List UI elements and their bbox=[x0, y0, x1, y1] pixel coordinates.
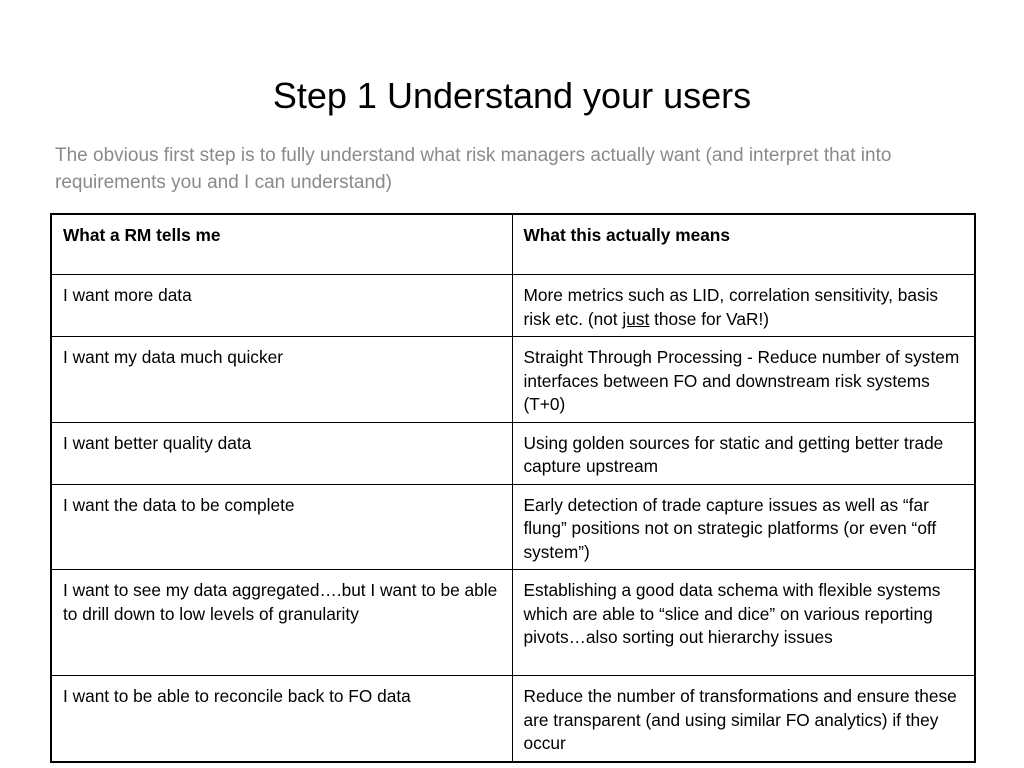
table-row bbox=[51, 676, 975, 762]
means-text: those for VaR!) bbox=[649, 308, 770, 329]
means-text: More metrics such as LID, correlation sensitivity, basis risk etc. (not bbox=[523, 285, 939, 329]
header-rm-tells: What a RM tells me bbox=[51, 214, 512, 275]
requirements-table bbox=[50, 213, 976, 763]
means-underlined-text: just bbox=[622, 308, 650, 329]
rm-tells-cell: I want my data much quicker bbox=[51, 337, 512, 423]
actually-means-cell: Early detection of trade capture issues as well as “far flung” positions not on strategic platforms (or even “off system”) bbox=[512, 484, 975, 570]
table-row bbox=[51, 484, 975, 570]
actually-means-cell: Using golden sources for static and getting better trade capture upstream bbox=[512, 422, 975, 484]
table-row bbox=[51, 422, 975, 484]
actually-means-cell: Reduce the number of transformations and ensure these are transparent (and using similar FO analytics) if they occur bbox=[512, 676, 975, 762]
actually-means-cell: Establishing a good data schema with flexible systems which are able to “slice and dice” on various reporting pivots…also sorting out hierarchy issues bbox=[512, 570, 975, 676]
rm-tells-cell: I want more data bbox=[51, 275, 512, 337]
rm-tells-cell: I want to be able to reconcile back to FO data bbox=[51, 676, 512, 762]
table-row bbox=[51, 275, 975, 337]
rm-tells-cell: I want the data to be complete bbox=[51, 484, 512, 570]
rm-tells-cell: I want better quality data bbox=[51, 422, 512, 484]
actually-means-cell: Straight Through Processing - Reduce number of system interfaces between FO and downstream risk systems (T+0) bbox=[512, 337, 975, 423]
slide-title: Step 1 Understand your users bbox=[272, 75, 752, 116]
slide-subtitle: The obvious first step is to fully understand what risk managers actually want (and interpret that into requirements you and I can understand) bbox=[55, 145, 892, 193]
table-row bbox=[51, 337, 975, 423]
rm-tells-cell: I want to see my data aggregated….but I want to be able to drill down to low levels of granularity bbox=[51, 570, 512, 676]
actually-means-cell bbox=[512, 275, 975, 337]
table-row bbox=[51, 570, 975, 676]
header-actually-means: What this actually means bbox=[512, 214, 975, 275]
table-header-row bbox=[51, 214, 975, 275]
